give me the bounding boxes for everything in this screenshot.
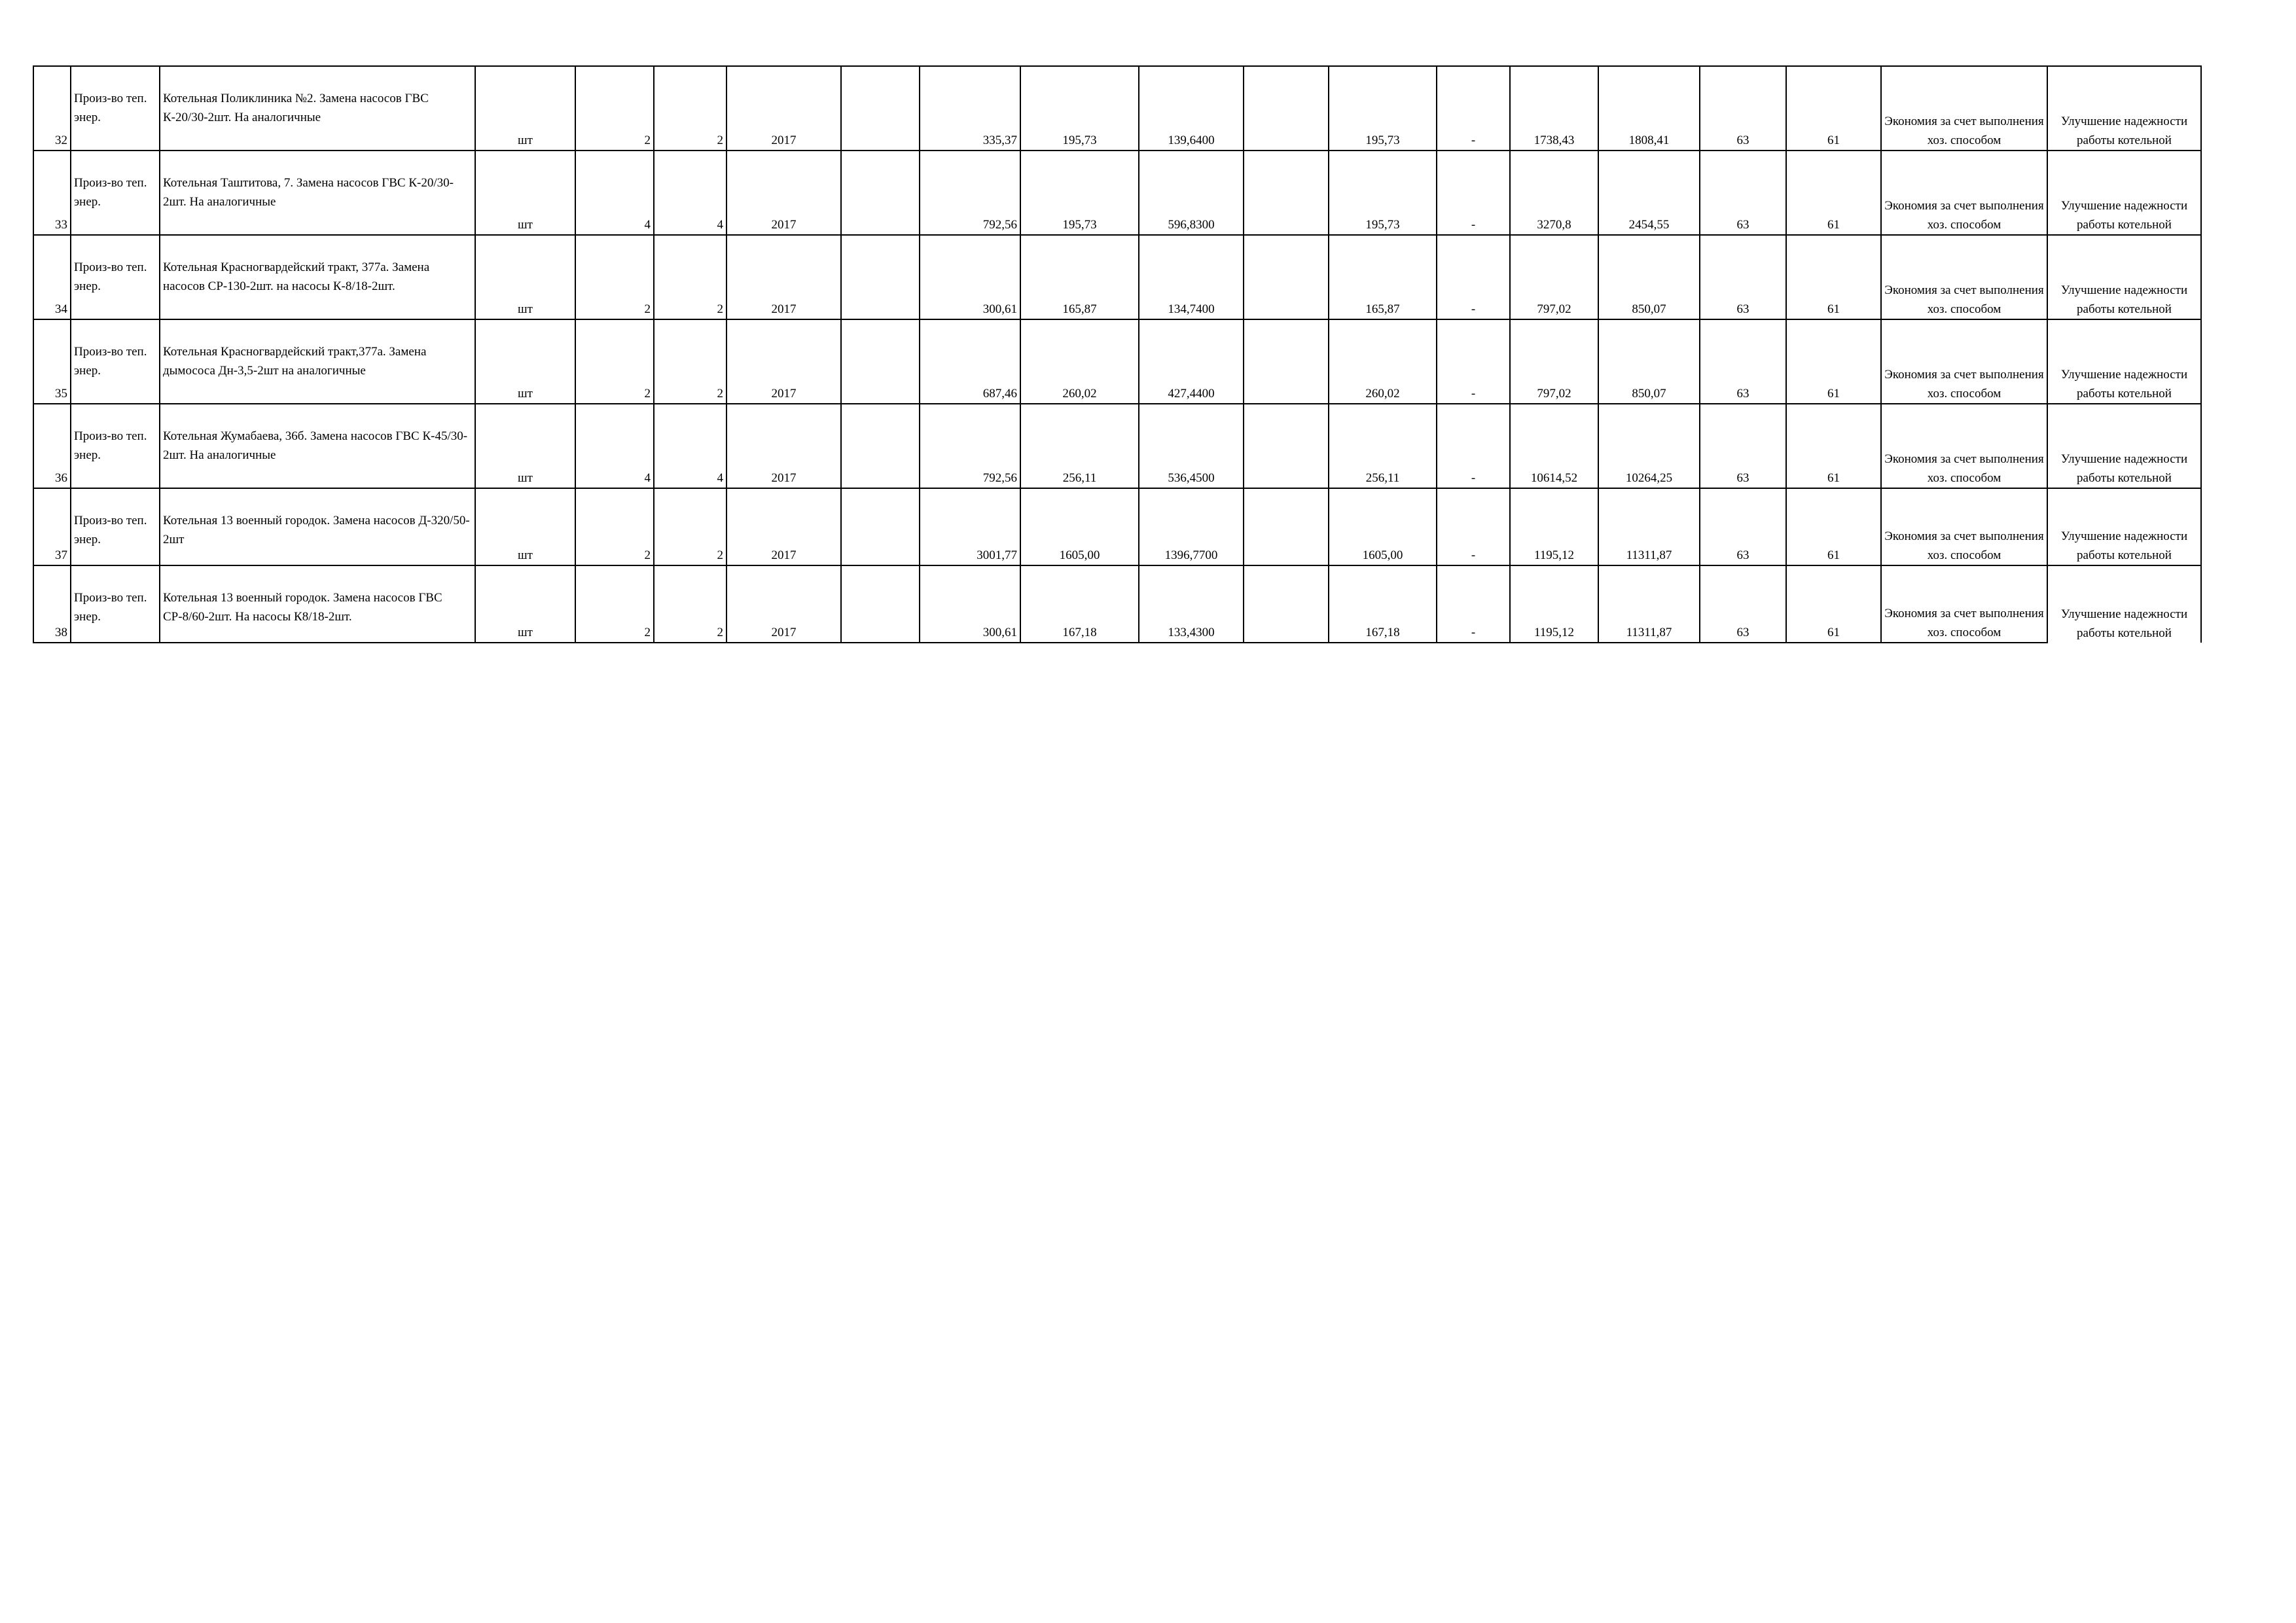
value-5-cell: 1195,12	[1510, 488, 1598, 565]
goal-note-cell: Улучшение надежности работы котельной	[2047, 565, 2201, 643]
value-1-cell: 792,56	[920, 404, 1020, 488]
category-cell: Произ-во теп. энер.	[71, 488, 160, 565]
value-8-cell: 61	[1786, 488, 1881, 565]
value-1-cell: 300,61	[920, 235, 1020, 319]
year-cell: 2017	[726, 565, 841, 643]
row-number: 37	[33, 488, 71, 565]
quantity-a-cell: 2	[575, 235, 654, 319]
quantity-a-cell: 2	[575, 565, 654, 643]
year-cell: 2017	[726, 151, 841, 235]
table-row	[33, 66, 2201, 151]
value-4-cell: 256,11	[1329, 404, 1437, 488]
category-cell: Произ-во теп. энер.	[71, 235, 160, 319]
empty-cell	[841, 235, 920, 319]
value-2-cell: 195,73	[1020, 66, 1139, 151]
unit-cell: шт	[475, 319, 575, 404]
unit-cell: шт	[475, 404, 575, 488]
goal-note-cell: Улучшение надежности работы котельной	[2047, 151, 2201, 235]
description-cell: Котельная Поликлиника №2. Замена насосов ГВС К-20/30-2шт. На аналогичные	[160, 66, 475, 151]
dash-cell: -	[1437, 488, 1510, 565]
description-cell: Котельная Таштитова, 7. Замена насосов ГВС К-20/30-2шт. На аналогичные	[160, 151, 475, 235]
quantity-a-cell: 2	[575, 319, 654, 404]
quantity-b-cell: 4	[654, 404, 726, 488]
value-8-cell: 61	[1786, 66, 1881, 151]
value-1-cell: 792,56	[920, 151, 1020, 235]
economy-note-cell: Экономия за счет выполнения хоз. способом	[1881, 66, 2047, 151]
row-number: 34	[33, 235, 71, 319]
description-cell: Котельная Красногвардейский тракт, 377а. Замена насосов СР-130-2шт. на насосы К-8/18-2шт.	[160, 235, 475, 319]
value-6-cell: 11311,87	[1598, 488, 1700, 565]
unit-cell: шт	[475, 66, 575, 151]
value-4-cell: 167,18	[1329, 565, 1437, 643]
goal-note-cell: Улучшение надежности работы котельной	[2047, 319, 2201, 404]
unit-cell: шт	[475, 488, 575, 565]
category-cell: Произ-во теп. энер.	[71, 319, 160, 404]
empty-cell	[1244, 151, 1329, 235]
unit-cell: шт	[475, 151, 575, 235]
description-cell: Котельная 13 военный городок. Замена насосов Д-320/50-2шт	[160, 488, 475, 565]
value-5-cell: 797,02	[1510, 319, 1598, 404]
value-2-cell: 165,87	[1020, 235, 1139, 319]
value-6-cell: 2454,55	[1598, 151, 1700, 235]
value-7-cell: 63	[1700, 319, 1786, 404]
description-cell: Котельная Красногвардейский тракт,377а. Замена дымососа Дн-3,5-2шт на аналогичные	[160, 319, 475, 404]
table-row	[33, 319, 2201, 404]
economy-note-cell: Экономия за счет выполнения хоз. способом	[1881, 404, 2047, 488]
empty-cell	[841, 66, 920, 151]
economy-note-cell: Экономия за счет выполнения хоз. способом	[1881, 565, 2047, 643]
value-8-cell: 61	[1786, 151, 1881, 235]
table-row	[33, 151, 2201, 235]
value-8-cell: 61	[1786, 319, 1881, 404]
unit-cell: шт	[475, 565, 575, 643]
value-5-cell: 10614,52	[1510, 404, 1598, 488]
economy-note-cell: Экономия за счет выполнения хоз. способом	[1881, 488, 2047, 565]
category-cell: Произ-во теп. энер.	[71, 66, 160, 151]
year-cell: 2017	[726, 319, 841, 404]
value-6-cell: 850,07	[1598, 235, 1700, 319]
year-cell: 2017	[726, 66, 841, 151]
table-row	[33, 235, 2201, 319]
value-8-cell: 61	[1786, 235, 1881, 319]
year-cell: 2017	[726, 404, 841, 488]
value-6-cell: 11311,87	[1598, 565, 1700, 643]
goal-note-cell: Улучшение надежности работы котельной	[2047, 404, 2201, 488]
value-3-cell: 427,4400	[1139, 319, 1244, 404]
value-7-cell: 63	[1700, 151, 1786, 235]
empty-cell	[1244, 488, 1329, 565]
category-cell: Произ-во теп. энер.	[71, 565, 160, 643]
dash-cell: -	[1437, 565, 1510, 643]
value-4-cell: 195,73	[1329, 151, 1437, 235]
quantity-b-cell: 4	[654, 151, 726, 235]
value-3-cell: 1396,7700	[1139, 488, 1244, 565]
value-7-cell: 63	[1700, 565, 1786, 643]
dash-cell: -	[1437, 404, 1510, 488]
value-5-cell: 797,02	[1510, 235, 1598, 319]
empty-cell	[1244, 66, 1329, 151]
value-8-cell: 61	[1786, 404, 1881, 488]
value-1-cell: 3001,77	[920, 488, 1020, 565]
value-2-cell: 195,73	[1020, 151, 1139, 235]
value-2-cell: 256,11	[1020, 404, 1139, 488]
row-number: 33	[33, 151, 71, 235]
value-7-cell: 63	[1700, 404, 1786, 488]
empty-cell	[841, 151, 920, 235]
row-number: 36	[33, 404, 71, 488]
quantity-a-cell: 4	[575, 404, 654, 488]
dash-cell: -	[1437, 235, 1510, 319]
value-4-cell: 260,02	[1329, 319, 1437, 404]
quantity-a-cell: 2	[575, 66, 654, 151]
value-3-cell: 536,4500	[1139, 404, 1244, 488]
value-5-cell: 1195,12	[1510, 565, 1598, 643]
unit-cell: шт	[475, 235, 575, 319]
goal-note-cell: Улучшение надежности работы котельной	[2047, 66, 2201, 151]
value-3-cell: 596,8300	[1139, 151, 1244, 235]
empty-cell	[1244, 404, 1329, 488]
economy-note-cell: Экономия за счет выполнения хоз. способом	[1881, 319, 2047, 404]
value-7-cell: 63	[1700, 488, 1786, 565]
value-5-cell: 1738,43	[1510, 66, 1598, 151]
value-8-cell: 61	[1786, 565, 1881, 643]
year-cell: 2017	[726, 235, 841, 319]
value-6-cell: 1808,41	[1598, 66, 1700, 151]
empty-cell	[1244, 565, 1329, 643]
value-1-cell: 687,46	[920, 319, 1020, 404]
row-number: 35	[33, 319, 71, 404]
empty-cell	[841, 488, 920, 565]
table-row	[33, 565, 2201, 643]
value-4-cell: 1605,00	[1329, 488, 1437, 565]
quantity-b-cell: 2	[654, 319, 726, 404]
value-1-cell: 335,37	[920, 66, 1020, 151]
dash-cell: -	[1437, 151, 1510, 235]
value-4-cell: 195,73	[1329, 66, 1437, 151]
empty-cell	[841, 404, 920, 488]
description-cell: Котельная 13 военный городок. Замена насосов ГВС СР-8/60-2шт. На насосы К8/18-2шт.	[160, 565, 475, 643]
row-number: 38	[33, 565, 71, 643]
value-1-cell: 300,61	[920, 565, 1020, 643]
quantity-b-cell: 2	[654, 565, 726, 643]
quantity-a-cell: 4	[575, 151, 654, 235]
empty-cell	[1244, 235, 1329, 319]
value-4-cell: 165,87	[1329, 235, 1437, 319]
value-6-cell: 10264,25	[1598, 404, 1700, 488]
category-cell: Произ-во теп. энер.	[71, 151, 160, 235]
dash-cell: -	[1437, 319, 1510, 404]
empty-cell	[841, 565, 920, 643]
economy-note-cell: Экономия за счет выполнения хоз. способом	[1881, 151, 2047, 235]
value-3-cell: 133,4300	[1139, 565, 1244, 643]
table-row	[33, 488, 2201, 565]
dash-cell: -	[1437, 66, 1510, 151]
value-6-cell: 850,07	[1598, 319, 1700, 404]
value-2-cell: 167,18	[1020, 565, 1139, 643]
value-3-cell: 134,7400	[1139, 235, 1244, 319]
empty-cell	[841, 319, 920, 404]
value-5-cell: 3270,8	[1510, 151, 1598, 235]
quantity-b-cell: 2	[654, 66, 726, 151]
description-cell: Котельная Жумабаева, 36б. Замена насосов ГВС К-45/30-2шт. На аналогичные	[160, 404, 475, 488]
goal-note-cell: Улучшение надежности работы котельной	[2047, 488, 2201, 565]
quantity-b-cell: 2	[654, 235, 726, 319]
goal-note-cell: Улучшение надежности работы котельной	[2047, 235, 2201, 319]
empty-cell	[1244, 319, 1329, 404]
measures-table	[33, 65, 2202, 643]
value-7-cell: 63	[1700, 235, 1786, 319]
value-7-cell: 63	[1700, 66, 1786, 151]
year-cell: 2017	[726, 488, 841, 565]
row-number: 32	[33, 66, 71, 151]
table-row	[33, 404, 2201, 488]
quantity-b-cell: 2	[654, 488, 726, 565]
economy-note-cell: Экономия за счет выполнения хоз. способом	[1881, 235, 2047, 319]
value-2-cell: 1605,00	[1020, 488, 1139, 565]
value-3-cell: 139,6400	[1139, 66, 1244, 151]
value-2-cell: 260,02	[1020, 319, 1139, 404]
quantity-a-cell: 2	[575, 488, 654, 565]
category-cell: Произ-во теп. энер.	[71, 404, 160, 488]
